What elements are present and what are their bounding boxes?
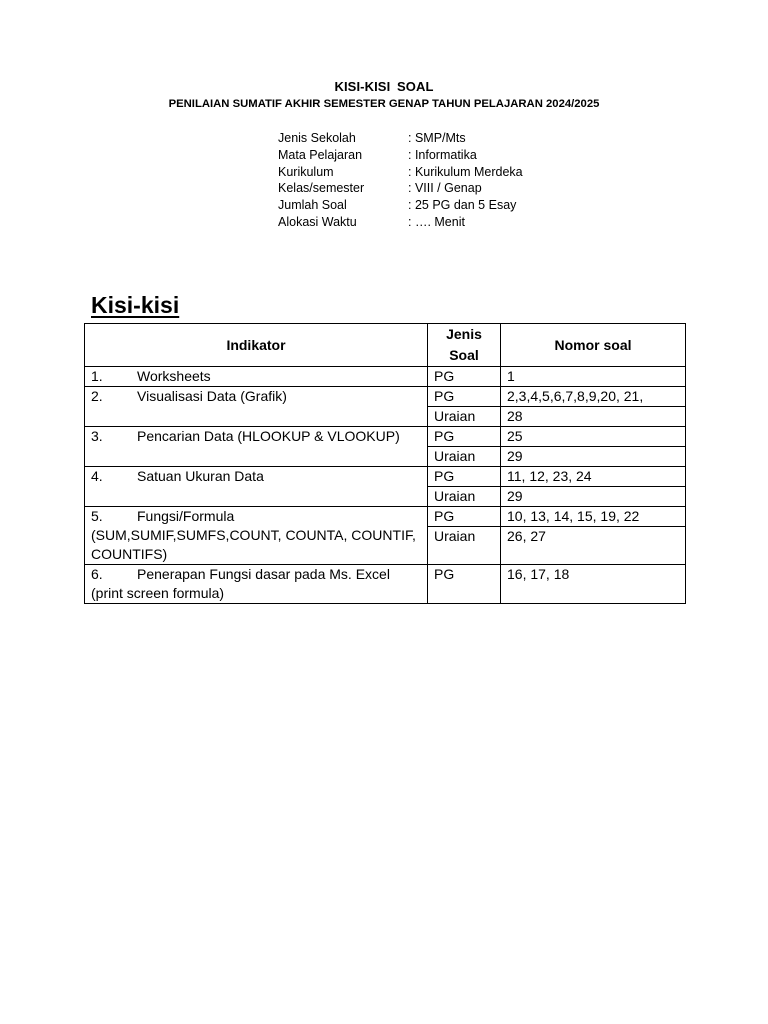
- jenis-cell: PG: [428, 507, 501, 527]
- info-label: Kurikulum: [278, 164, 334, 179]
- indikator-continuation: (SUM,SUMIF,SUMFS,COUNT, COUNTA, COUNTIF, COUNTIFS): [91, 527, 416, 562]
- info-row: [278, 130, 523, 147]
- row-number: 2.: [91, 388, 103, 404]
- info-value: : SMP/Mts: [408, 131, 466, 145]
- table-row: [85, 507, 686, 527]
- kisi-table: [84, 323, 686, 604]
- row-number: 6.: [91, 566, 103, 582]
- jenis-cell: PG: [428, 387, 501, 407]
- indikator-cell: [85, 387, 428, 427]
- nomor-cell: 25: [501, 427, 686, 447]
- indikator-cell: [85, 565, 428, 604]
- indikator-text: Fungsi/Formula: [137, 508, 235, 524]
- header-jenis-soal: [428, 324, 501, 367]
- info-row: [278, 197, 523, 214]
- table-row: [85, 367, 686, 387]
- info-label: Jenis Sekolah: [278, 131, 356, 145]
- indikator-cell: [85, 427, 428, 467]
- jenis-cell: Uraian: [428, 447, 501, 467]
- table-row: [85, 565, 686, 604]
- table-row: [85, 427, 686, 447]
- nomor-cell: 16, 17, 18: [501, 565, 686, 604]
- row-number: 1.: [91, 368, 103, 384]
- info-row: [278, 164, 523, 181]
- info-label: Alokasi Waktu: [278, 214, 357, 229]
- jenis-cell: PG: [428, 367, 501, 387]
- info-value: : Informatika: [408, 147, 477, 162]
- jenis-cell: PG: [428, 427, 501, 447]
- info-label: Jumlah Soal: [278, 198, 347, 213]
- header-indikator: Indikator: [85, 324, 428, 367]
- indikator-cell: [85, 467, 428, 507]
- section-heading: Kisi-kisi: [91, 292, 180, 318]
- nomor-cell: 28: [501, 407, 686, 427]
- info-row: [278, 147, 523, 164]
- jenis-cell: PG: [428, 565, 501, 604]
- jenis-cell: Uraian: [428, 527, 501, 565]
- indikator-cell: [85, 367, 428, 387]
- row-number: 5.: [91, 508, 103, 524]
- info-label: Kelas/semester: [278, 181, 365, 196]
- jenis-cell: Uraian: [428, 487, 501, 507]
- info-label: Mata Pelajaran: [278, 147, 363, 162]
- nomor-cell: 1: [501, 367, 686, 387]
- info-row: [278, 214, 523, 231]
- indikator-text: Visualisasi Data (Grafik): [137, 388, 287, 404]
- nomor-cell: 29: [501, 447, 686, 467]
- header-jenis-line2: Soal: [449, 347, 479, 363]
- row-number: 3.: [91, 428, 103, 444]
- header-nomor-soal: Nomor soal: [501, 324, 686, 367]
- header-jenis-line1: Jenis: [446, 326, 482, 342]
- jenis-cell: PG: [428, 467, 501, 487]
- indikator-text: Worksheets: [137, 368, 211, 384]
- nomor-cell: 29: [501, 487, 686, 507]
- info-block: [278, 130, 523, 231]
- indikator-text: Penerapan Fungsi dasar pada Ms. Excel: [137, 566, 390, 582]
- info-row: [278, 180, 523, 197]
- info-value: : …. Menit: [408, 214, 465, 229]
- indikator-text: Pencarian Data (HLOOKUP & VLOOKUP): [137, 428, 400, 444]
- table-row: [85, 387, 686, 407]
- indikator-text: Satuan Ukuran Data: [137, 468, 264, 484]
- jenis-cell: Uraian: [428, 407, 501, 427]
- document-subtitle: PENILAIAN SUMATIF AKHIR SEMESTER GENAP TAHUN PELAJARAN 2024/2025: [168, 98, 600, 110]
- table-row: [85, 467, 686, 487]
- document-title: KISI-KISI SOAL: [334, 79, 434, 94]
- nomor-cell: 26, 27: [501, 527, 686, 565]
- table-header-row: [85, 324, 686, 367]
- info-value: : Kurikulum Merdeka: [408, 164, 523, 179]
- row-number: 4.: [91, 468, 103, 484]
- indikator-continuation: (print screen formula): [91, 585, 225, 601]
- indikator-cell: [85, 507, 428, 565]
- nomor-cell: 10, 13, 14, 15, 19, 22: [501, 507, 686, 527]
- info-value: : 25 PG dan 5 Esay: [408, 198, 517, 213]
- nomor-cell: 11, 12, 23, 24: [501, 467, 686, 487]
- info-value: : VIII / Genap: [408, 181, 482, 196]
- nomor-cell: 2,3,4,5,6,7,8,9,20, 21,: [501, 387, 686, 407]
